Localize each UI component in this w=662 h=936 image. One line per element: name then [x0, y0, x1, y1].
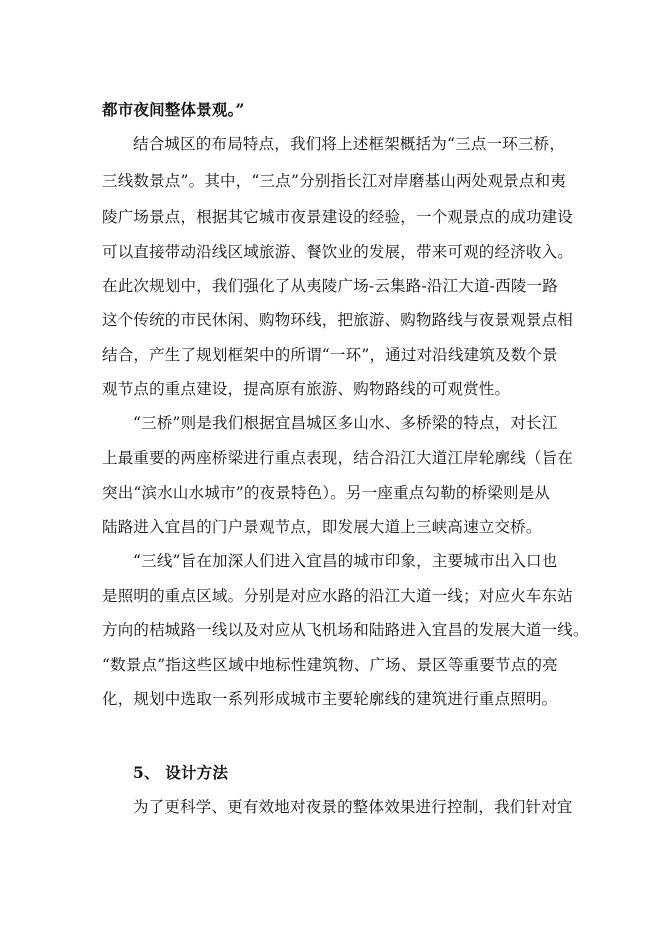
paragraph-3-line-4: “数景点”指这些区域中地标性建筑物、广场、景区等重要节点的亮	[102, 656, 558, 674]
paragraph-3-line-5: 化，规划中选取一系列形成城市主要轮廓线的建筑进行重点照明。	[102, 690, 558, 708]
paragraph-1-line-6: 这个传统的市民休闲、购物环线，把旅游、购物路线与夜景观景点相	[102, 311, 574, 329]
paragraph-1-line-1: 结合城区的布局特点，我们将上述框架概括为“三点一环三桥，	[133, 135, 566, 153]
paragraph-1-line-4: 可以直接带动沿线区域旅游、餐饮业的发展，带来可观的经济收入。	[102, 243, 574, 261]
paragraph-3-line-2: 是照明的重点区域。分别是对应水路的沿江大道一线；对应火车东站	[102, 587, 574, 605]
paragraph-1-line-8: 观节点的重点建设，提高原有旅游、购物路线的可观赏性。	[102, 380, 511, 398]
paragraph-1-line-5: 在此次规划中，我们强化了从夷陵广场-云集路-沿江大道-西陵一路	[102, 277, 558, 295]
paragraph-2-line-1: “三桥”则是我们根据宜昌城区多山水、多桥梁的特点，对长江	[133, 414, 558, 432]
paragraph-2-line-3: 突出“滨水山水城市”的夜景特色）。另一座重点勾勒的桥梁则是从	[102, 484, 551, 502]
paragraph-2-line-2: 上最重要的两座桥梁进行重点表现，结合沿江大道江岸轮廓线（旨在	[102, 449, 574, 467]
closing-quote-line: 都市夜间整体景观。”	[102, 100, 245, 119]
paragraph-1-line-7: 结合，产生了规划框架中的所谓“一环”，通过对沿线建筑及数个景	[102, 346, 558, 364]
paragraph-2-line-4: 陆路进入宜昌的门户景观节点，即发展大道上三峡高速立交桥。	[102, 518, 542, 536]
section-heading: 5、 设计方法	[133, 763, 229, 782]
paragraph-3-line-1: “三线”旨在加深人们进入宜昌的城市印象，主要城市出入口也	[133, 552, 558, 570]
paragraph-1-line-2: 三线数景点”。其中，“三点”分别指长江对岸磨基山两处观景点和夷	[102, 172, 566, 190]
paragraph-4-line-1: 为了更科学、更有效地对夜景的整体效果进行控制，我们针对宜	[133, 798, 573, 816]
paragraph-3-line-3: 方向的桔城路一线以及对应从飞机场和陆路进入宜昌的发展大道一线。	[102, 621, 589, 639]
paragraph-1-line-3: 陵广场景点，根据其它城市夜景建设的经验，一个观景点的成功建设	[102, 208, 574, 226]
